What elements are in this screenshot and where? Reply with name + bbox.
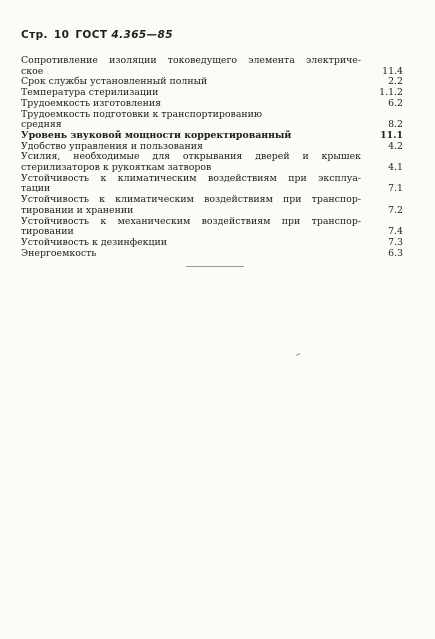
index-term-line: Усилия, необходимые для открывания дверей и крышек bbox=[21, 151, 361, 163]
index-ref: 8.2 bbox=[388, 119, 403, 131]
index-entry bbox=[21, 99, 403, 110]
index-ref: 7.2 bbox=[388, 204, 403, 216]
index-term bbox=[21, 152, 375, 173]
index-term bbox=[21, 195, 375, 216]
index-term-line: Трудоемкость изготовления bbox=[21, 97, 161, 109]
index-term-line: Трудоемкость подготовки к транспортированию bbox=[21, 108, 263, 120]
end-divider bbox=[186, 266, 244, 267]
index-entry bbox=[21, 174, 403, 195]
subject-index bbox=[21, 56, 403, 259]
index-term-line: Уровень звуковой мощности корректированный bbox=[21, 129, 292, 141]
index-term-line: стерилизаторов к рукояткам затворов bbox=[21, 162, 212, 174]
index-ref: 7.4 bbox=[388, 226, 403, 238]
index-entry bbox=[21, 217, 403, 238]
index-ref: 7.3 bbox=[388, 236, 403, 248]
index-ref: 11.4 bbox=[382, 65, 403, 77]
print-speck bbox=[296, 353, 300, 356]
index-ref: 6.3 bbox=[388, 247, 403, 259]
index-ref: 4.1 bbox=[388, 162, 403, 174]
index-term-line: ское bbox=[21, 65, 44, 77]
index-term-line: Устойчивость к дезинфекции bbox=[21, 236, 168, 248]
index-term-line: Устойчивость к климатическим воздействиям при эксплуа- bbox=[21, 172, 361, 184]
index-term-line: Срок службы установленный полный bbox=[21, 76, 208, 88]
standard-code: 4.365—85 bbox=[111, 29, 173, 41]
index-term-line: Температура стерилизации bbox=[21, 87, 159, 99]
index-term-line: тации bbox=[21, 183, 51, 195]
index-term-line: тировании и хранении bbox=[21, 204, 134, 216]
index-entry bbox=[21, 110, 403, 131]
index-term bbox=[21, 174, 375, 195]
index-term-line: Устойчивость к климатическим воздействиям при транспор- bbox=[21, 194, 361, 206]
index-term-line: средняя bbox=[21, 119, 62, 131]
index-entry bbox=[21, 152, 403, 173]
index-ref: 1.1.2 bbox=[379, 87, 403, 99]
index-ref: 7.1 bbox=[388, 183, 403, 195]
index-term bbox=[21, 56, 375, 77]
page-header bbox=[21, 29, 173, 41]
standard-name: ГОСТ bbox=[75, 29, 108, 41]
index-term-line: Энергоемкость bbox=[21, 247, 97, 259]
index-ref: 4.2 bbox=[388, 140, 403, 152]
index-term-line: Устойчивость к механическим воздействиям при транспор- bbox=[21, 215, 361, 227]
index-entry bbox=[21, 56, 403, 77]
index-term-line: Удобство управления и пользования bbox=[21, 140, 203, 152]
index-term bbox=[21, 110, 375, 131]
index-term bbox=[21, 99, 375, 110]
index-ref: 2.2 bbox=[388, 76, 403, 88]
page-prefix: Стр. bbox=[21, 29, 48, 41]
index-entry bbox=[21, 195, 403, 216]
index-term bbox=[21, 217, 375, 238]
index-ref: 6.2 bbox=[388, 97, 403, 109]
index-term bbox=[21, 249, 375, 260]
index-ref: 11.1 bbox=[380, 129, 403, 141]
index-term-line: Сопротивление изоляции токоведущего элемента электриче- bbox=[21, 55, 361, 66]
index-entry bbox=[21, 249, 403, 260]
page-number: 10 bbox=[53, 29, 70, 41]
index-term-line: тировании bbox=[21, 226, 74, 238]
